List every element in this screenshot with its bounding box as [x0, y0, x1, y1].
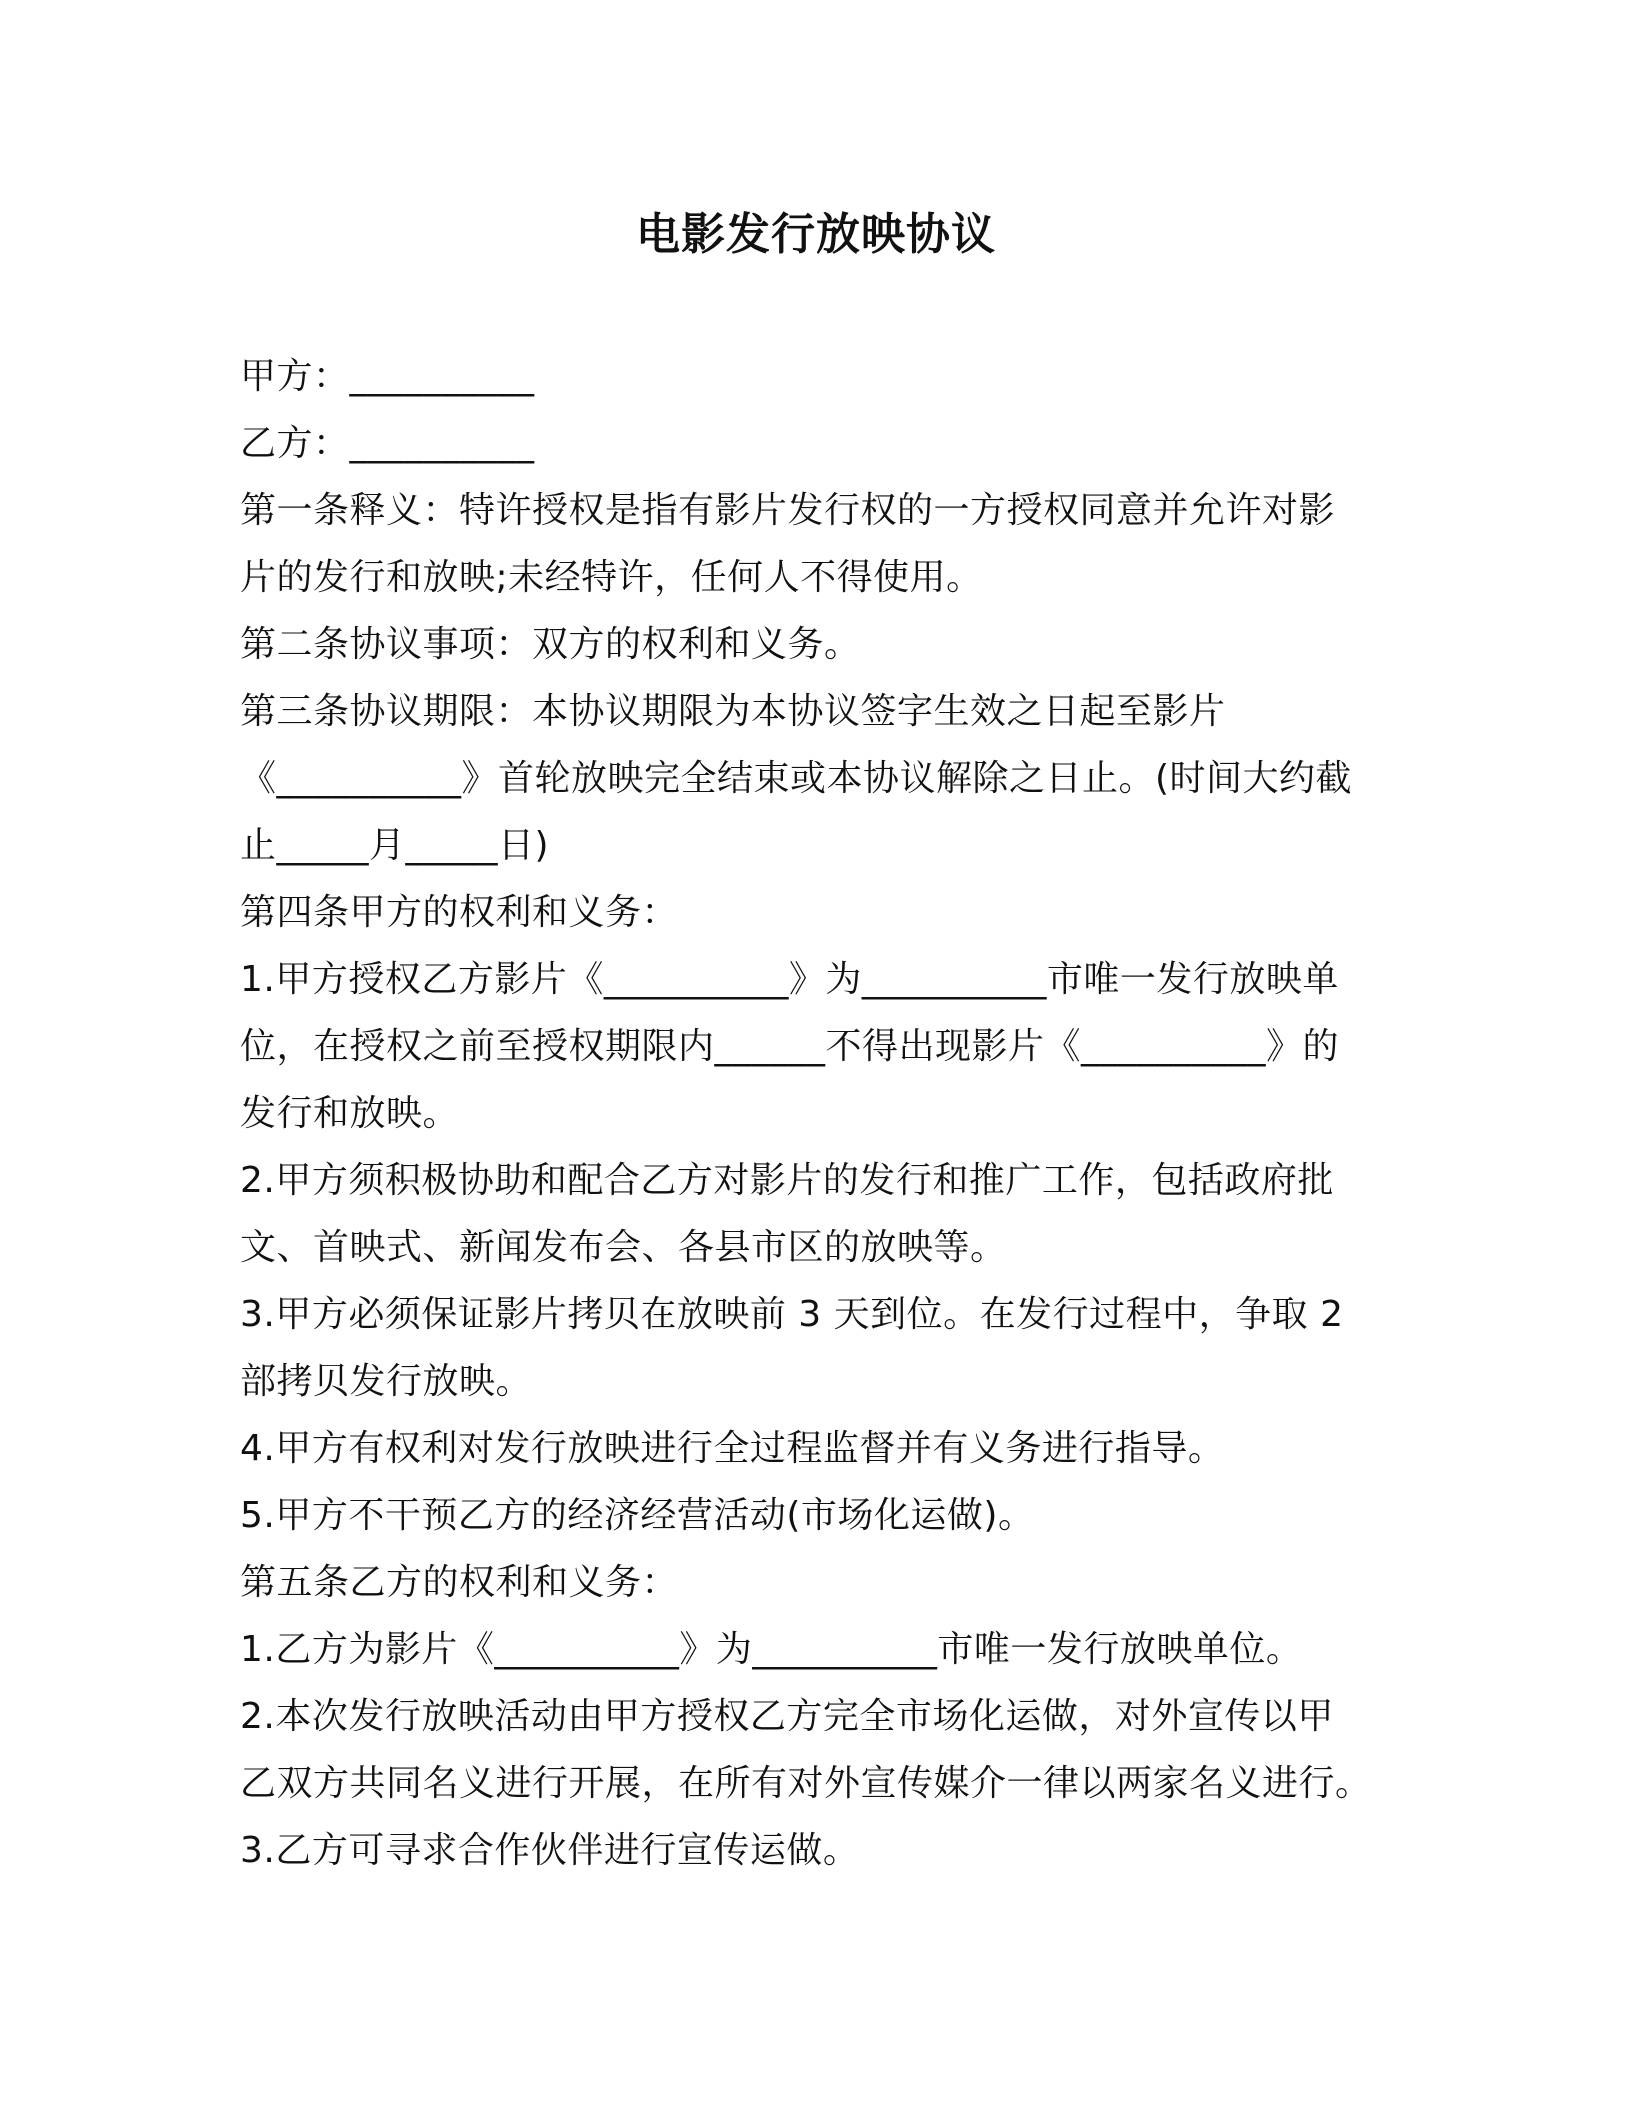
document-body: [240, 343, 1390, 1884]
article-4-item-4-line: 4.甲方有权利对发行放映进行全过程监督并有义务进行指导。: [240, 1428, 1225, 1469]
article-4-item-3-line-1: 3.甲方必须保证影片拷贝在放映前 3 天到位。在发行过程中，争取 2: [240, 1294, 1344, 1335]
article-4-item-1-line-3: 发行和放映。: [240, 1093, 460, 1134]
article-5-item-1-line: 1.乙方为影片《__________》为__________市唯一发行放映单位。: [240, 1629, 1303, 1670]
party-b-line: 乙方：__________: [240, 423, 535, 464]
article-5-heading: 第五条乙方的权利和义务：: [240, 1562, 679, 1603]
article-4-item-1-line-1: 1.甲方授权乙方影片《__________》为__________市唯一发行放映单: [240, 959, 1339, 1000]
article-2-line: 第二条协议事项：双方的权利和义务。: [240, 624, 861, 665]
article-5-item-2-line-1: 2.本次发行放映活动由甲方授权乙方完全市场化运做，对外宣传以甲: [240, 1696, 1334, 1737]
article-5-item-2-line-2: 乙双方共同名义进行开展，在所有对外宣传媒介一律以两家名义进行。: [240, 1763, 1372, 1804]
article-4-heading: 第四条甲方的权利和义务：: [240, 892, 679, 933]
article-4-item-3-line-2: 部拷贝发行放映。: [240, 1361, 533, 1402]
article-3-line-1: 第三条协议期限：本协议期限为本协议签字生效之日起至影片: [240, 691, 1226, 732]
article-1-line-2: 片的发行和放映;未经特许，任何人不得使用。: [240, 557, 983, 598]
document-title: 电影发行放映协议: [636, 209, 996, 260]
article-4-item-1-line-2: 位，在授权之前至授权期限内______不得出现影片《__________》的: [240, 1026, 1340, 1067]
article-4-item-2-line-2: 文、首映式、新闻发布会、各县市区的放映等。: [240, 1227, 1007, 1268]
article-3-line-3: 止_____月_____日): [240, 825, 550, 866]
article-4-item-5-line: 5.甲方不干预乙方的经济经营活动(市场化运做)。: [240, 1495, 1035, 1536]
party-a-line: 甲方：__________: [240, 356, 535, 397]
article-1-line-1: 第一条释义：特许授权是指有影片发行权的一方授权同意并允许对影: [240, 490, 1336, 531]
article-5-item-3-line: 3.乙方可寻求合作伙伴进行宣传运做。: [240, 1830, 860, 1871]
article-3-line-2: 《__________》首轮放映完全结束或本协议解除之日止。(时间大约截: [240, 758, 1353, 799]
article-4-item-2-line-1: 2.甲方须积极协助和配合乙方对影片的发行和推广工作，包括政府批: [240, 1160, 1334, 1201]
